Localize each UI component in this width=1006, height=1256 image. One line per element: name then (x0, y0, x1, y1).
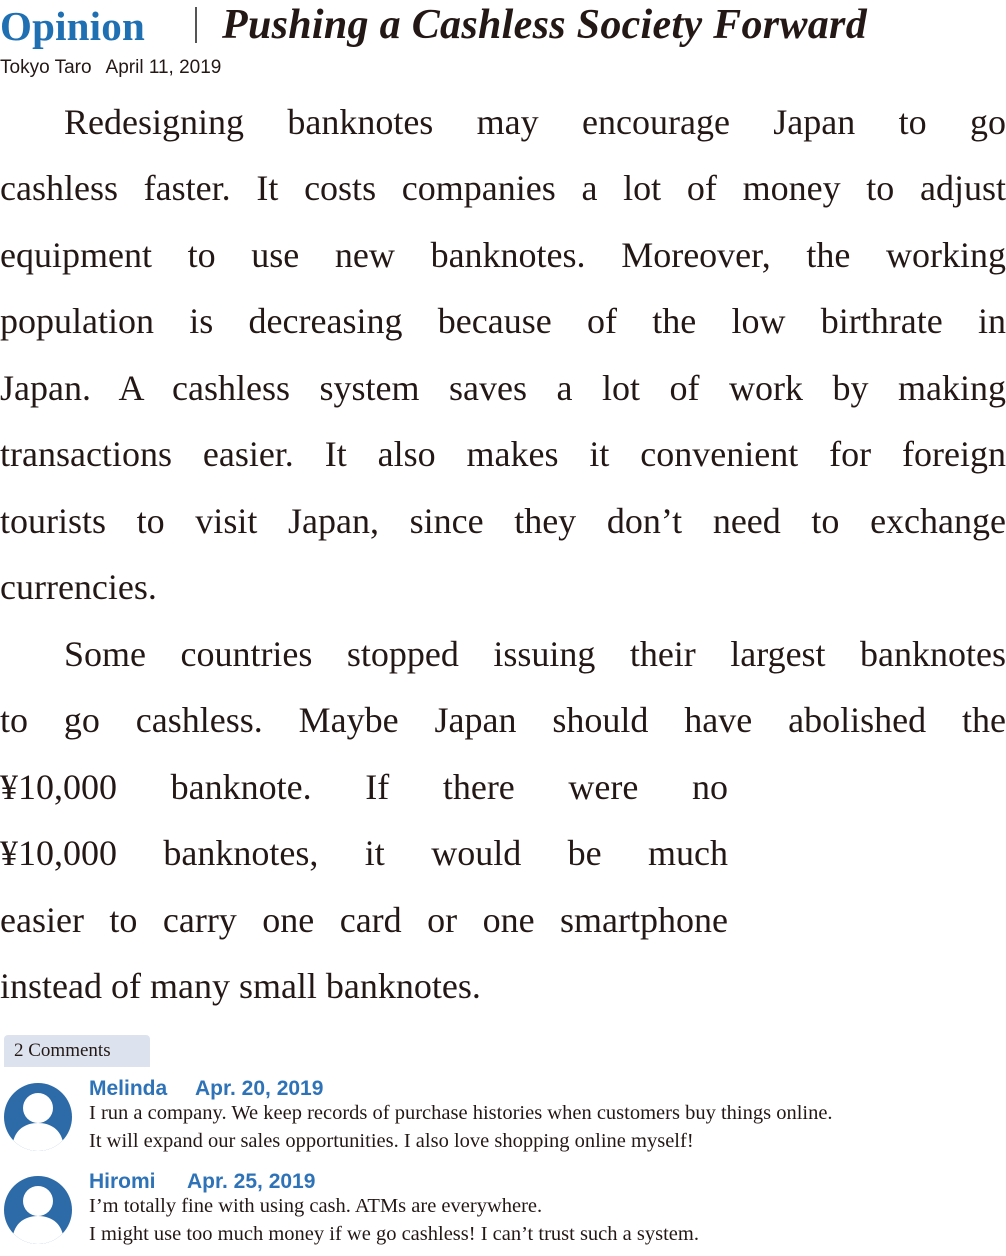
article-line: Japan. A cashless system saves a lot of work by making (0, 368, 1006, 408)
comment-text-line: It will expand our sales opportunities. I also love shopping online myself! (89, 1130, 694, 1152)
comment-text-line: I run a company. We keep records of purchase histories when customers buy things online. (89, 1102, 833, 1124)
byline (0, 57, 221, 79)
article-line: tourists to visit Japan, since they don’t need to exchange (0, 501, 1006, 541)
comments-count-tab[interactable]: 2 Comments (4, 1035, 150, 1067)
article-title: Pushing a Cashless Society Forward (222, 2, 867, 48)
article-line: easier to carry one card or one smartphone (0, 900, 728, 940)
article-line: instead of many small banknotes. (0, 966, 481, 1006)
comment-date: Apr. 25, 2019 (187, 1170, 316, 1193)
comment-text-line: I’m totally fine with using cash. ATMs are everywhere. (89, 1195, 543, 1217)
comment-item (0, 1077, 1006, 1163)
user-avatar-icon (4, 1176, 72, 1244)
article-line: transactions easier. It also makes it convenient for foreign (0, 434, 1006, 474)
article-line: ¥10,000 banknote. If there were no (0, 767, 728, 807)
header-divider (195, 7, 197, 43)
publish-date: April 11, 2019 (105, 57, 222, 78)
comment-text-line: I might use too much money if we go cashless! I can’t trust such a system. (89, 1223, 699, 1245)
article-line: equipment to use new banknotes. Moreover, the working (0, 235, 1006, 275)
article-line: cashless faster. It costs companies a lot of money to adjust (0, 168, 1006, 208)
comment-author[interactable]: Hiromi (89, 1170, 156, 1193)
comment-item (0, 1170, 1006, 1256)
user-avatar-icon (4, 1083, 72, 1151)
article-line: Redesigning banknotes may encourage Japan to go (64, 102, 1006, 142)
article-line: Some countries stopped issuing their largest banknotes (64, 634, 1006, 674)
article-line: population is decreasing because of the low birthrate in (0, 301, 1006, 341)
article-line: to go cashless. Maybe Japan should have abolished the (0, 700, 1006, 740)
comment-author[interactable]: Melinda (89, 1077, 168, 1100)
article-header (0, 0, 1006, 52)
article-line: ¥10,000 banknotes, it would be much (0, 833, 728, 873)
author-name: Tokyo Taro (0, 57, 92, 78)
comment-date: Apr. 20, 2019 (195, 1077, 324, 1100)
article-line: currencies. (0, 567, 157, 607)
section-label[interactable]: Opinion (0, 3, 145, 49)
